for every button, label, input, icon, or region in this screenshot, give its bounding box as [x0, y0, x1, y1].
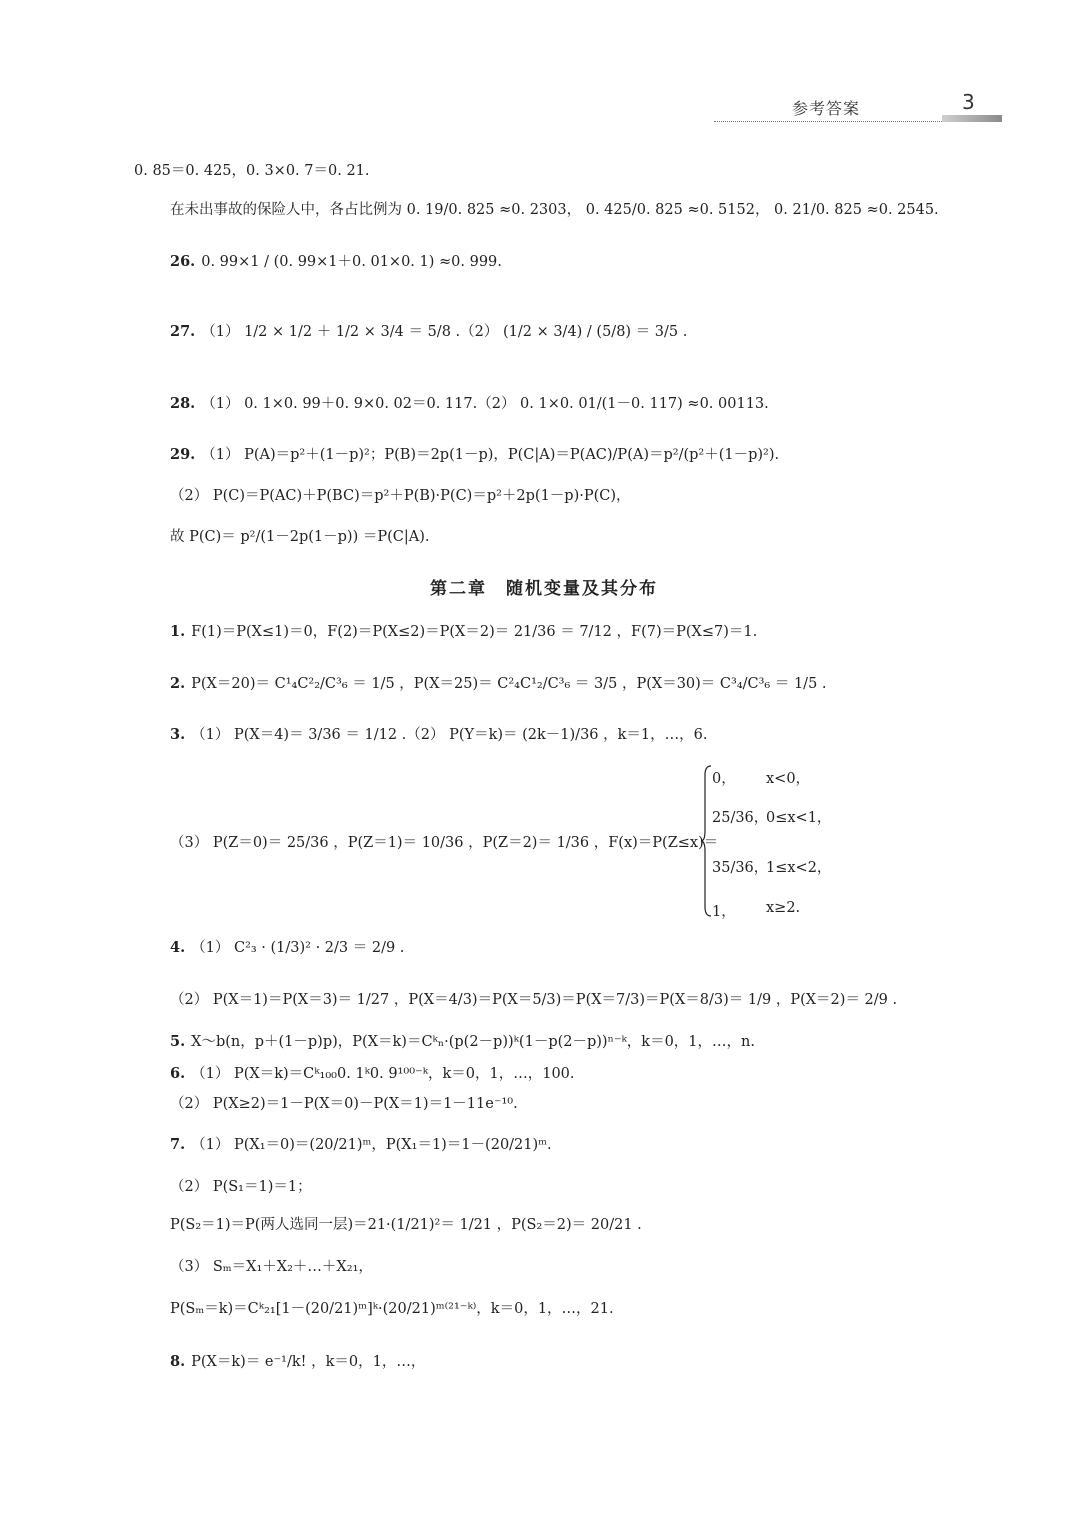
- answer-2: 2. P(X＝20)＝ C¹₄C²₂/C³₆ ＝ 1/5 ，P(X＝25)＝ C²₄C¹₂/C³₆ ＝ 3/5 ，P(X＝30)＝ C³₄/C³₆ ＝ 1/5 .: [170, 675, 827, 692]
- answer-26: 26. 0. 99×1 / (0. 99×1＋0. 01×0. 1) ≈0. 999.: [170, 253, 502, 270]
- chapter-title: 第二章 随机变量及其分布: [430, 579, 658, 599]
- answer-3: 3. （1） P(X＝4)＝ 3/36 ＝ 1/12 .（2） P(Y＝k)＝ (2k－1)/36 ，k＝1，…，6.: [170, 726, 708, 743]
- header-title: 参考答案: [792, 99, 861, 118]
- piecewise-condition: 0≤x<1，: [766, 810, 832, 826]
- page-number: 3: [962, 90, 975, 114]
- piecewise-condition: x<0，: [766, 771, 811, 787]
- text-line: 在未出事故的保险人中，各占比例为 0. 19/0. 825 ≈0. 2303， 0. 425/0. 825 ≈0. 5152， 0. 21/0. 825 ≈0. 2545.: [170, 202, 939, 218]
- answer-4: 4. （1） C²₃ · (1/3)² · 2/3 ＝ 2/9 .: [170, 939, 405, 956]
- answer-1: 1. F(1)＝P(X≤1)＝0，F(2)＝P(X≤2)＝P(X＝2)＝ 21/36 ＝ 7/12 ，F(7)＝P(X≤7)＝1.: [170, 623, 758, 640]
- header-rule: [714, 121, 942, 122]
- text-line: P(Sₘ＝k)＝Cᵏ₂₁[1－(20/21)ᵐ]ᵏ·(20/21)ᵐ⁽²¹⁻ᵏ⁾，k＝0，1，…，21.: [170, 1301, 614, 1317]
- piecewise-brace: [700, 765, 712, 917]
- answer-5: 5. X～b(n，p＋(1－p)p)，P(X＝k)＝Cᵏₙ·(p(2－p))ᵏ(1－p(2－p))ⁿ⁻ᵏ，k＝0，1，…，n.: [170, 1033, 755, 1050]
- text-line: （3） Sₘ＝X₁＋X₂＋…＋X₂₁，: [170, 1259, 373, 1275]
- answer-28: 28. （1） 0. 1×0. 99＋0. 9×0. 02＝0. 117.（2） 0. 1×0. 01/(1－0. 117) ≈0. 00113.: [170, 395, 769, 412]
- text-line: 0. 85＝0. 425，0. 3×0. 7＝0. 21.: [134, 163, 370, 179]
- header-bar: [942, 115, 1002, 122]
- answer-29: 29. （1） P(A)＝p²＋(1－p)²；P(B)＝2p(1－p)，P(C|A)＝P(AC)/P(A)＝p²/(p²＋(1－p)²).: [170, 446, 780, 463]
- text-line: （2） P(X＝1)＝P(X＝3)＝ 1/27 ，P(X＝4/3)＝P(X＝5/3)＝P(X＝7/3)＝P(X＝8/3)＝ 1/9 ，P(X＝2)＝ 2/9 .: [170, 992, 898, 1008]
- text-line: （2） P(C)＝P(AC)＋P(BC)＝p²＋P(B)·P(C)＝p²＋2p(1－p)·P(C)，: [170, 488, 631, 504]
- text-line: （3） P(Z＝0)＝ 25/36 ，P(Z＝1)＝ 10/36 ，P(Z＝2)＝ 1/36 ，F(x)＝P(Z≤x)＝: [170, 835, 719, 851]
- piecewise-value: 1，: [712, 904, 736, 920]
- piecewise-condition: x≥2.: [766, 900, 801, 916]
- piecewise-value: 0，: [712, 771, 736, 787]
- piecewise-value: 25/36，: [712, 810, 769, 826]
- text-line: P(S₂＝1)＝P(两人选同一层)＝21·(1/21)²＝ 1/21 ，P(S₂＝2)＝ 20/21 .: [170, 1217, 642, 1233]
- answer-6: 6. （1） P(X＝k)＝Cᵏ₁₀₀0. 1ᵏ0. 9¹⁰⁰⁻ᵏ，k＝0，1，…，100.: [170, 1065, 575, 1082]
- piecewise-value: 35/36，: [712, 860, 769, 876]
- text-line: （2） P(X≥2)＝1－P(X＝0)－P(X＝1)＝1－11e⁻¹⁰.: [170, 1096, 518, 1112]
- text-line: 故 P(C)＝ p²/(1－2p(1－p)) ＝P(C|A).: [170, 529, 430, 545]
- text-line: （2） P(S₁＝1)＝1；: [170, 1179, 312, 1195]
- answer-8: 8. P(X＝k)＝ e⁻¹/k! ，k＝0，1，…，: [170, 1353, 426, 1370]
- answer-27: 27. （1） 1/2 × 1/2 ＋ 1/2 × 3/4 ＝ 5/8 .（2） (1/2 × 3/4) / (5/8) ＝ 3/5 .: [170, 323, 688, 340]
- answer-7: 7. （1） P(X₁＝0)＝(20/21)ᵐ，P(X₁＝1)＝1－(20/21)ᵐ.: [170, 1136, 552, 1153]
- piecewise-condition: 1≤x<2，: [766, 860, 832, 876]
